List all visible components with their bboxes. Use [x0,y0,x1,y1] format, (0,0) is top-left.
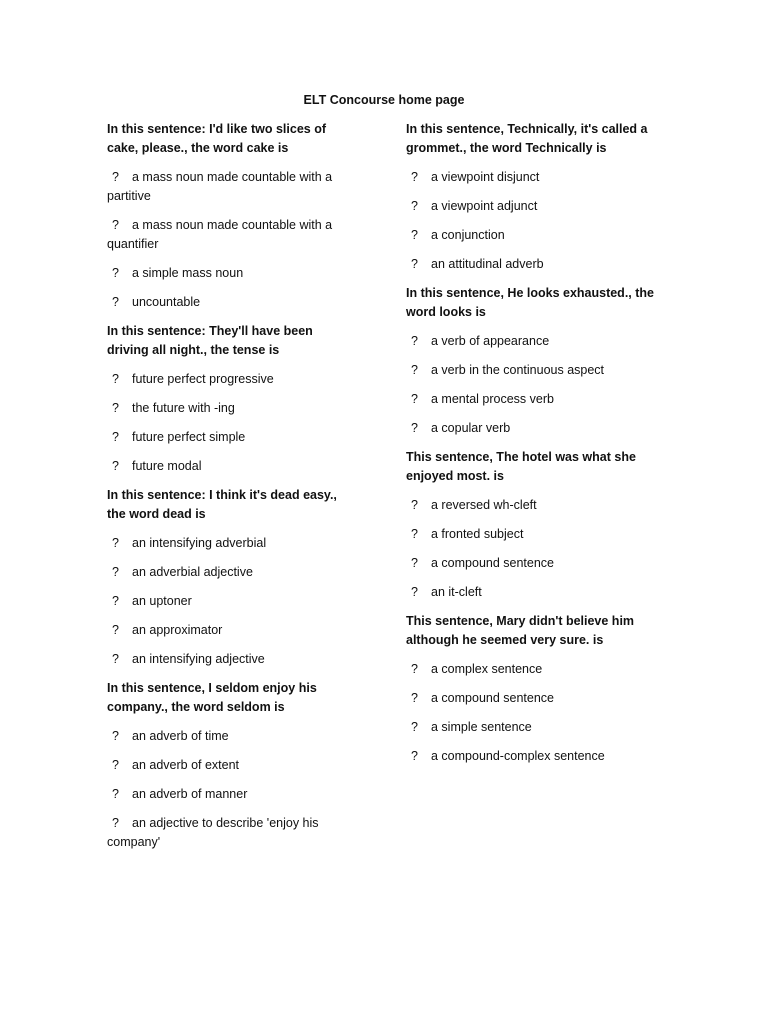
answer-option [406,226,656,245]
option-text: an attitudinal adverb [431,257,544,271]
option-marker: ? [411,228,418,242]
option-marker: ? [112,758,119,772]
answer-option [107,534,357,553]
answer-option [406,255,656,274]
answer-option [406,689,656,708]
right-column [406,120,656,776]
option-text: an adverb of extent [132,758,240,772]
option-text: a compound-complex sentence [431,749,605,763]
option-marker: ? [112,729,119,743]
option-text: an uptoner [132,594,192,608]
answer-option [406,583,656,602]
left-column [107,120,357,862]
option-marker: ? [112,170,119,184]
question-text: This sentence, Mary didn't believe him although he seemed very sure. is [406,614,635,647]
answer-option [406,525,656,544]
option-marker: ? [411,527,418,541]
answer-option [107,563,357,582]
option-marker: ? [411,691,418,705]
option-marker: ? [411,556,418,570]
option-text: an adverb of time [132,729,229,743]
answer-option [406,332,656,351]
option-marker: ? [411,585,418,599]
option-text: a viewpoint disjunct [431,170,540,184]
option-marker: ? [112,623,119,637]
option-marker: ? [411,334,418,348]
option-text: the future with -ing [132,401,235,415]
question-text: In this sentence: I think it's dead easy., the word dead is [107,488,337,521]
question-block [406,120,656,274]
answer-option [107,399,357,418]
answer-option [107,293,357,312]
answer-option [107,727,357,746]
option-text: a copular verb [431,421,511,435]
question-block [406,284,656,438]
option-text: a mass noun made countable with a partitive [107,170,333,203]
option-text: a verb of appearance [431,334,550,348]
option-text: a mental process verb [431,392,554,406]
option-text: an adverb of manner [132,787,248,801]
answer-option [406,419,656,438]
question-text: In this sentence, He looks exhausted., the word looks is [406,286,654,319]
question-block [107,486,357,669]
answer-option [406,496,656,515]
option-marker: ? [112,295,119,309]
option-text: a complex sentence [431,662,543,676]
option-text: a simple mass noun [132,266,244,280]
answer-option [107,650,357,669]
page-title: ELT Concourse home page [303,93,465,107]
option-text: a simple sentence [431,720,532,734]
question-block [107,679,357,852]
option-text: a reversed wh-cleft [431,498,537,512]
option-text: an adjective to describe 'enjoy his company' [107,816,319,849]
option-marker: ? [411,199,418,213]
answer-option [107,370,357,389]
option-marker: ? [112,787,119,801]
option-text: an intensifying adjective [132,652,265,666]
answer-option [406,168,656,187]
option-marker: ? [112,536,119,550]
answer-option [406,554,656,573]
option-marker: ? [112,565,119,579]
option-marker: ? [112,372,119,386]
answer-option [107,621,357,640]
option-marker: ? [411,498,418,512]
answer-option [107,785,357,804]
option-text: an intensifying adverbial [132,536,267,550]
option-marker: ? [112,430,119,444]
option-text: an adverbial adjective [132,565,253,579]
option-text: a fronted subject [431,527,524,541]
question-block [107,322,357,476]
answer-option [107,428,357,447]
answer-option [406,197,656,216]
option-text: an approximator [132,623,223,637]
option-text: uncountable [132,295,201,309]
answer-option [107,814,357,852]
answer-option [406,390,656,409]
option-text: future perfect simple [132,430,246,444]
option-marker: ? [112,401,119,415]
question-block [406,448,656,602]
option-text: a conjunction [431,228,505,242]
option-marker: ? [411,662,418,676]
answer-option [406,747,656,766]
option-text: an it-cleft [431,585,482,599]
answer-option [107,264,357,283]
option-marker: ? [112,594,119,608]
question-text: In this sentence: They'll have been driving all night., the tense is [107,324,313,357]
answer-option [107,457,357,476]
option-marker: ? [411,421,418,435]
question-block [107,120,357,312]
option-text: future modal [132,459,202,473]
question-text: In this sentence, I seldom enjoy his company., the word seldom is [107,681,317,714]
answer-option [406,660,656,679]
option-marker: ? [411,363,418,377]
answer-option [107,168,357,206]
answer-option [107,216,357,254]
option-marker: ? [411,170,418,184]
option-marker: ? [112,266,119,280]
option-marker: ? [112,652,119,666]
option-text: a verb in the continuous aspect [431,363,605,377]
option-text: future perfect progressive [132,372,274,386]
option-marker: ? [112,816,119,830]
option-text: a compound sentence [431,556,555,570]
option-text: a viewpoint adjunct [431,199,538,213]
question-text: This sentence, The hotel was what she enjoyed most. is [406,450,636,483]
option-marker: ? [112,459,119,473]
answer-option [107,592,357,611]
option-marker: ? [411,749,418,763]
option-marker: ? [411,720,418,734]
option-text: a compound sentence [431,691,555,705]
option-text: a mass noun made countable with a quantifier [107,218,333,251]
question-text: In this sentence: I'd like two slices of cake, please., the word cake is [107,122,327,155]
answer-option [406,718,656,737]
answer-option [406,361,656,380]
answer-option [107,756,357,775]
option-marker: ? [411,257,418,271]
option-marker: ? [112,218,119,232]
question-text: In this sentence, Technically, it's called a grommet., the word Technically is [406,122,648,155]
option-marker: ? [411,392,418,406]
question-block [406,612,656,766]
